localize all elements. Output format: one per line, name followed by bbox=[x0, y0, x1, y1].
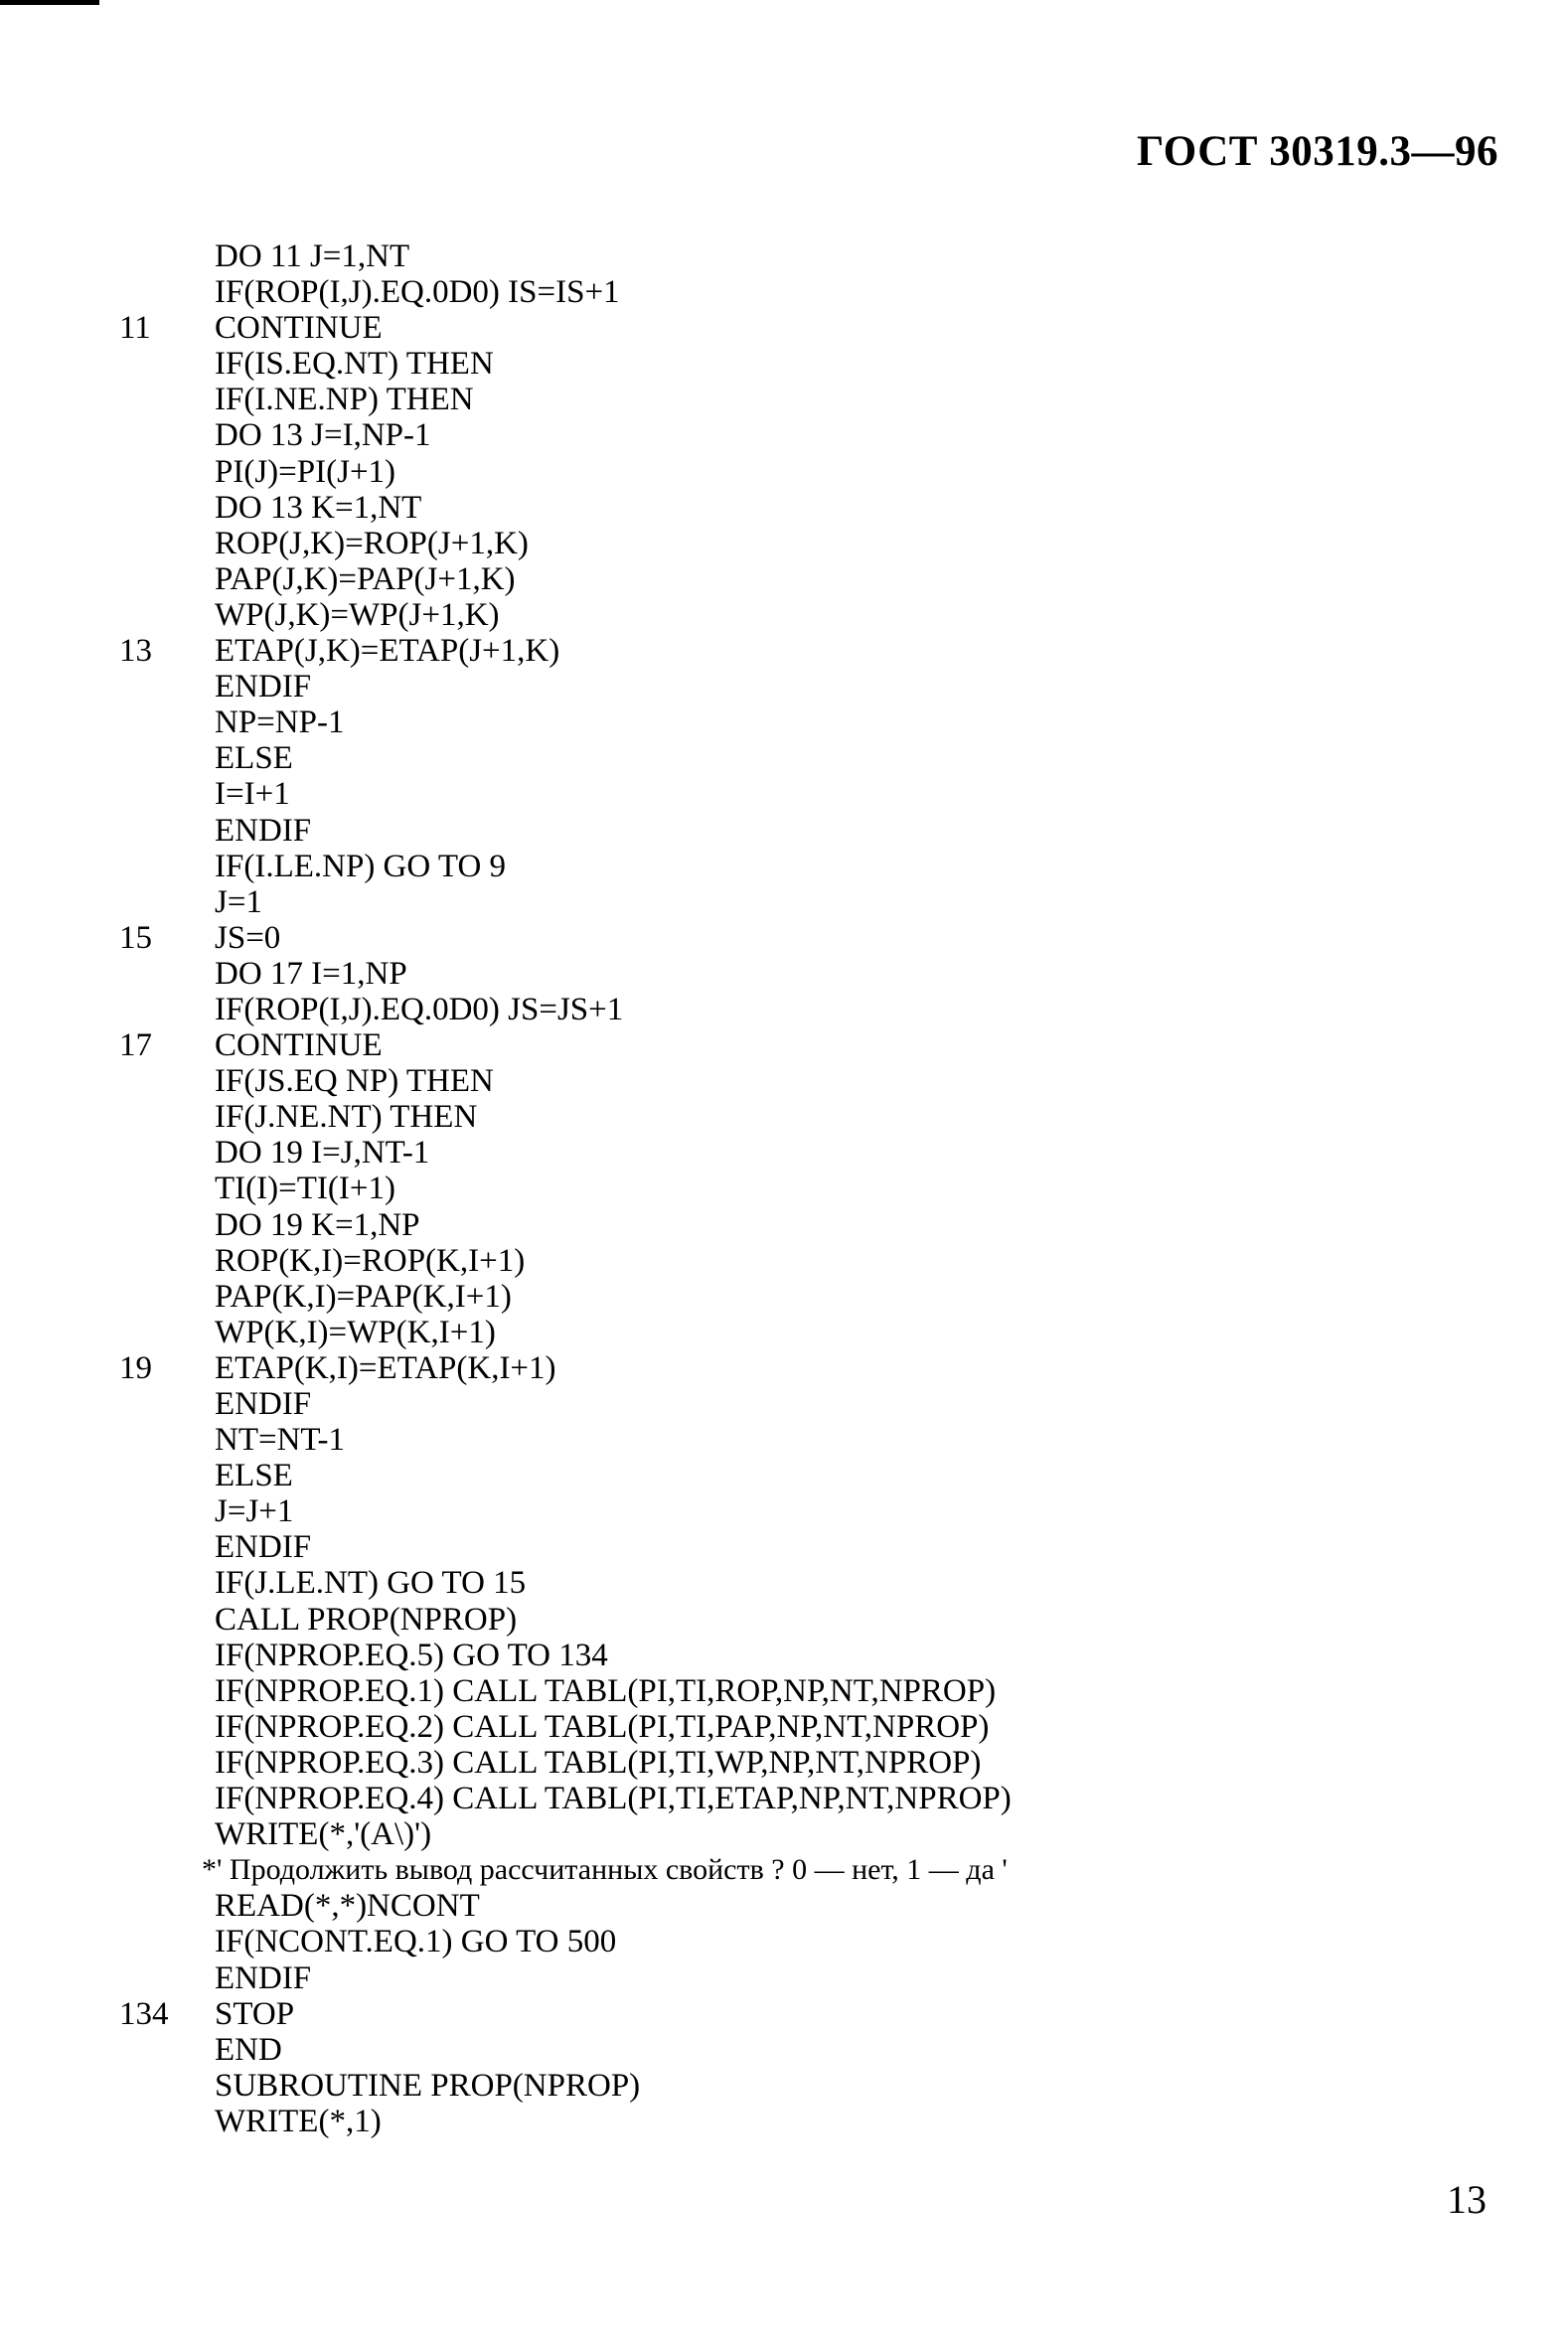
code-line bbox=[0, 1529, 1490, 1565]
statement-text: STOP bbox=[215, 1995, 295, 2032]
code-line bbox=[0, 849, 1490, 884]
statement-label: 19 bbox=[119, 1349, 152, 1386]
code-line bbox=[0, 633, 1490, 669]
statement-text: NP=NP-1 bbox=[215, 705, 345, 741]
code-line bbox=[0, 1565, 1490, 1601]
statement-text: IF(NPROP.EQ.4) CALL TABL(PI,TI,ETAP,NP,NT,NPROP) bbox=[215, 1781, 1012, 1817]
statement-text: IF(NPROP.EQ.1) CALL TABL(PI,TI,ROP,NP,NT,NPROP) bbox=[215, 1672, 997, 1709]
statement-text: CALL PROP(NPROP) bbox=[215, 1601, 518, 1638]
code-line bbox=[0, 1852, 1490, 1888]
statement-text: NT=NT-1 bbox=[215, 1422, 346, 1459]
code-line bbox=[0, 1638, 1490, 1673]
code-line bbox=[0, 1422, 1490, 1458]
code-line bbox=[0, 274, 1490, 310]
statement-text: ENDIF bbox=[215, 1529, 312, 1566]
code-line bbox=[0, 956, 1490, 992]
code-line bbox=[0, 740, 1490, 776]
code-line bbox=[0, 1386, 1490, 1422]
statement-text: WP(J,K)=WP(J+1,K) bbox=[215, 596, 500, 633]
statement-text: END bbox=[215, 2031, 282, 2068]
statement-text: ROP(K,I)=ROP(K,I+1) bbox=[215, 1242, 526, 1279]
code-line bbox=[0, 1171, 1490, 1206]
code-line bbox=[0, 920, 1490, 956]
code-line bbox=[0, 1207, 1490, 1243]
statement-text: IF(NPROP.EQ.3) CALL TABL(PI,TI,WP,NP,NT,NPROP) bbox=[215, 1744, 982, 1781]
statement-text: DO 19 I=J,NT-1 bbox=[215, 1135, 430, 1172]
statement-text: WRITE(*,'(A\)') bbox=[215, 1816, 432, 1853]
statement-text: PAP(J,K)=PAP(J+1,K) bbox=[215, 560, 516, 597]
statement-text: IF(J.NE.NT) THEN bbox=[215, 1099, 478, 1136]
continuation-string: *' Продолжить вывод рассчитанных свойств ? 0 — нет, 1 — да ' bbox=[202, 1853, 1008, 1887]
statement-text: DO 11 J=1,NT bbox=[215, 238, 410, 274]
code-line bbox=[0, 992, 1490, 1027]
statement-text: J=1 bbox=[215, 883, 262, 920]
code-line bbox=[0, 310, 1490, 346]
statement-text: IF(NCONT.EQ.1) GO TO 500 bbox=[215, 1924, 617, 1960]
code-line bbox=[0, 1781, 1490, 1816]
fortran-code-listing bbox=[0, 238, 1490, 2139]
code-line bbox=[0, 1673, 1490, 1709]
statement-text: WP(K,I)=WP(K,I+1) bbox=[215, 1314, 496, 1350]
statement-label: 17 bbox=[119, 1027, 152, 1064]
statement-text: IF(J.LE.NT) GO TO 15 bbox=[215, 1565, 527, 1602]
code-line bbox=[0, 382, 1490, 417]
statement-text: WRITE(*,1) bbox=[215, 2103, 382, 2139]
code-line bbox=[0, 1745, 1490, 1781]
code-line bbox=[0, 1924, 1490, 1959]
statement-text: ENDIF bbox=[215, 1959, 312, 1996]
code-line bbox=[0, 1279, 1490, 1315]
statement-label: 15 bbox=[119, 919, 152, 956]
code-line bbox=[0, 1996, 1490, 2032]
statement-text: DO 13 K=1,NT bbox=[215, 489, 422, 526]
statement-text: DO 17 I=1,NP bbox=[215, 955, 407, 992]
code-line bbox=[0, 1315, 1490, 1350]
code-line bbox=[0, 346, 1490, 382]
code-line bbox=[0, 2104, 1490, 2139]
statement-text: J=J+1 bbox=[215, 1493, 294, 1530]
statement-text: PI(J)=PI(J+1) bbox=[215, 453, 396, 490]
code-line bbox=[0, 1135, 1490, 1171]
code-line bbox=[0, 1493, 1490, 1529]
code-line bbox=[0, 238, 1490, 274]
statement-text: READ(*,*)NCONT bbox=[215, 1888, 480, 1925]
code-line bbox=[0, 2032, 1490, 2068]
statement-text: CONTINUE bbox=[215, 1027, 383, 1064]
page-number: 13 bbox=[1447, 2177, 1487, 2222]
code-line bbox=[0, 669, 1490, 705]
code-line bbox=[0, 1063, 1490, 1099]
statement-text: DO 19 K=1,NP bbox=[215, 1206, 420, 1243]
code-line bbox=[0, 884, 1490, 920]
code-line bbox=[0, 2068, 1490, 2104]
statement-text: DO 13 J=I,NP-1 bbox=[215, 417, 431, 454]
statement-text: ROP(J,K)=ROP(J+1,K) bbox=[215, 525, 529, 561]
statement-text: IF(NPROP.EQ.5) GO TO 134 bbox=[215, 1637, 608, 1673]
code-line bbox=[0, 1027, 1490, 1063]
code-line bbox=[0, 1099, 1490, 1135]
statement-text: IF(NPROP.EQ.2) CALL TABL(PI,TI,PAP,NP,NT,NPROP) bbox=[215, 1708, 990, 1745]
statement-text: PAP(K,I)=PAP(K,I+1) bbox=[215, 1278, 512, 1315]
code-line bbox=[0, 1888, 1490, 1924]
statement-text: IF(ROP(I,J).EQ.0D0) JS=JS+1 bbox=[215, 991, 624, 1027]
statement-text: I=I+1 bbox=[215, 776, 290, 813]
code-line bbox=[0, 1458, 1490, 1493]
statement-text: IF(IS.EQ.NT) THEN bbox=[215, 346, 494, 383]
statement-text: ETAP(J,K)=ETAP(J+1,K) bbox=[215, 633, 560, 670]
code-line bbox=[0, 526, 1490, 561]
statement-text: SUBROUTINE PROP(NPROP) bbox=[215, 2067, 641, 2104]
statement-text: TI(I)=TI(I+1) bbox=[215, 1171, 395, 1207]
code-line bbox=[0, 776, 1490, 812]
statement-text: ETAP(K,I)=ETAP(K,I+1) bbox=[215, 1349, 556, 1386]
code-line bbox=[0, 1350, 1490, 1386]
statement-text: ENDIF bbox=[215, 812, 312, 849]
statement-text: ENDIF bbox=[215, 669, 312, 705]
statement-text: ELSE bbox=[215, 1458, 293, 1494]
statement-text: IF(JS.EQ NP) THEN bbox=[215, 1063, 494, 1100]
code-line bbox=[0, 454, 1490, 490]
code-line bbox=[0, 813, 1490, 849]
code-line bbox=[0, 490, 1490, 526]
statement-text: CONTINUE bbox=[215, 310, 383, 347]
code-line bbox=[0, 1816, 1490, 1852]
code-line bbox=[0, 597, 1490, 633]
document-header: ГОСТ 30319.3—96 bbox=[1137, 128, 1498, 175]
statement-text: ELSE bbox=[215, 740, 293, 777]
code-line bbox=[0, 1960, 1490, 1996]
statement-label: 11 bbox=[119, 310, 151, 347]
statement-text: ENDIF bbox=[215, 1386, 312, 1422]
statement-text: JS=0 bbox=[215, 919, 281, 956]
statement-label: 134 bbox=[119, 1995, 169, 2032]
scan-edge-mark bbox=[0, 0, 99, 5]
statement-text: IF(I.NE.NP) THEN bbox=[215, 382, 474, 418]
statement-text: IF(ROP(I,J).EQ.0D0) IS=IS+1 bbox=[215, 274, 620, 311]
code-line bbox=[0, 561, 1490, 597]
code-line bbox=[0, 417, 1490, 453]
code-line bbox=[0, 1709, 1490, 1745]
statement-label: 13 bbox=[119, 633, 152, 670]
code-line bbox=[0, 1243, 1490, 1279]
code-line bbox=[0, 705, 1490, 740]
code-line bbox=[0, 1602, 1490, 1638]
statement-text: IF(I.LE.NP) GO TO 9 bbox=[215, 848, 507, 884]
